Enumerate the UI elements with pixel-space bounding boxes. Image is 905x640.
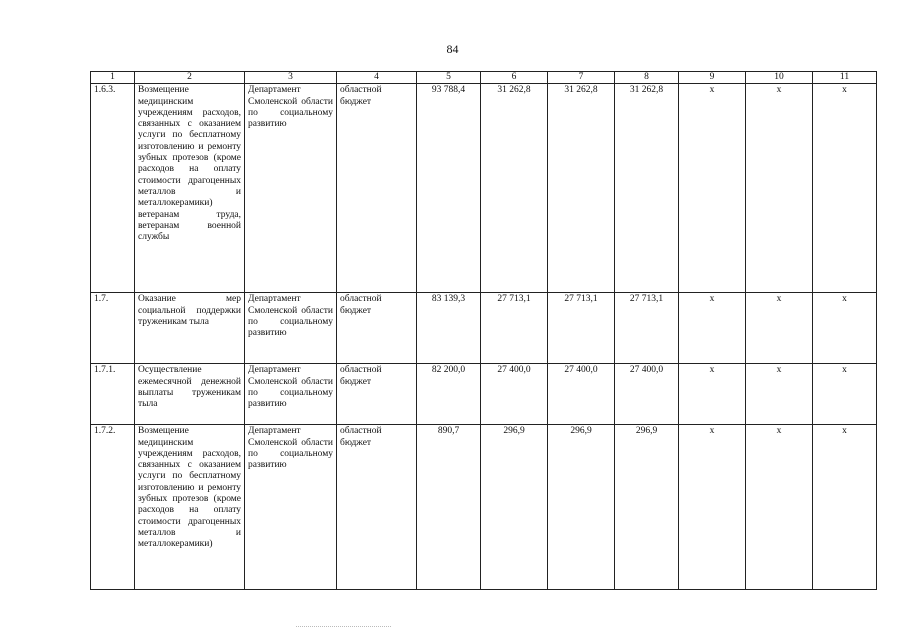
row-code: 1.7.2. <box>91 425 135 590</box>
row-executor: Департамент Смоленской области по социальному развитию <box>245 364 337 425</box>
row-col9: х <box>679 84 746 293</box>
row-col9: х <box>679 293 746 364</box>
row-col11: х <box>813 84 877 293</box>
row-total-amount: 82 200,0 <box>417 364 481 425</box>
row-col10: х <box>746 364 813 425</box>
row-funding-source: областной бюджет <box>337 364 417 425</box>
column-header: 3 <box>245 72 337 84</box>
program-activities-table <box>90 71 877 590</box>
row-funding-source: областной бюджет <box>337 425 417 590</box>
row-executor: Департамент Смоленской области по социальному развитию <box>245 293 337 364</box>
row-col10: х <box>746 425 813 590</box>
row-year3-amount: 31 262,8 <box>615 84 679 293</box>
column-header: 11 <box>813 72 877 84</box>
scan-artifact <box>296 626 391 631</box>
row-executor: Департамент Смоленской области по социальному развитию <box>245 84 337 293</box>
table-row <box>91 84 877 293</box>
row-col10: х <box>746 293 813 364</box>
row-col11: х <box>813 425 877 590</box>
row-year3-amount: 27 713,1 <box>615 293 679 364</box>
column-header: 9 <box>679 72 746 84</box>
row-col10: х <box>746 84 813 293</box>
row-col11: х <box>813 364 877 425</box>
row-year2-amount: 31 262,8 <box>548 84 615 293</box>
row-total-amount: 93 788,4 <box>417 84 481 293</box>
row-year1-amount: 27 400,0 <box>481 364 548 425</box>
row-code: 1.7. <box>91 293 135 364</box>
column-header: 6 <box>481 72 548 84</box>
header-row <box>91 72 877 84</box>
column-header: 7 <box>548 72 615 84</box>
column-header: 5 <box>417 72 481 84</box>
row-year2-amount: 296,9 <box>548 425 615 590</box>
row-funding-source: областной бюджет <box>337 84 417 293</box>
row-col11: х <box>813 293 877 364</box>
row-year1-amount: 296,9 <box>481 425 548 590</box>
row-year2-amount: 27 400,0 <box>548 364 615 425</box>
column-header: 10 <box>746 72 813 84</box>
row-code: 1.6.3. <box>91 84 135 293</box>
row-activity-name: Возмещение медицинским учреждениям расходов, связанных с оказанием услуги по бесплатному изготовлению и ремонту зубных протезов (кроме расходов на оплату стоимости драгоценных металлов и металлокерамики) <box>135 425 245 590</box>
row-col9: х <box>679 425 746 590</box>
row-code: 1.7.1. <box>91 364 135 425</box>
row-year1-amount: 27 713,1 <box>481 293 548 364</box>
column-header: 4 <box>337 72 417 84</box>
row-activity-name: Оказание мер социальной поддержки труженикам тыла <box>135 293 245 364</box>
table-row <box>91 293 877 364</box>
row-year3-amount: 27 400,0 <box>615 364 679 425</box>
column-header: 1 <box>91 72 135 84</box>
row-year3-amount: 296,9 <box>615 425 679 590</box>
table-row <box>91 425 877 590</box>
page-number: 84 <box>446 42 459 56</box>
row-year1-amount: 31 262,8 <box>481 84 548 293</box>
row-total-amount: 83 139,3 <box>417 293 481 364</box>
row-executor: Департамент Смоленской области по социальному развитию <box>245 425 337 590</box>
table-row <box>91 364 877 425</box>
row-year2-amount: 27 713,1 <box>548 293 615 364</box>
column-header: 2 <box>135 72 245 84</box>
row-activity-name: Возмещение медицинским учреждениям расходов, связанных с оказанием услуги по бесплатному изготовлению и ремонту зубных протезов (кроме расходов на оплату стоимости драгоценных металлов и металлокерамики) ветеранам труда, ветеранам военной службы <box>135 84 245 293</box>
column-header: 8 <box>615 72 679 84</box>
row-total-amount: 890,7 <box>417 425 481 590</box>
row-activity-name: Осуществление ежемесячной денежной выплаты труженикам тыла <box>135 364 245 425</box>
row-funding-source: областной бюджет <box>337 293 417 364</box>
row-col9: х <box>679 364 746 425</box>
